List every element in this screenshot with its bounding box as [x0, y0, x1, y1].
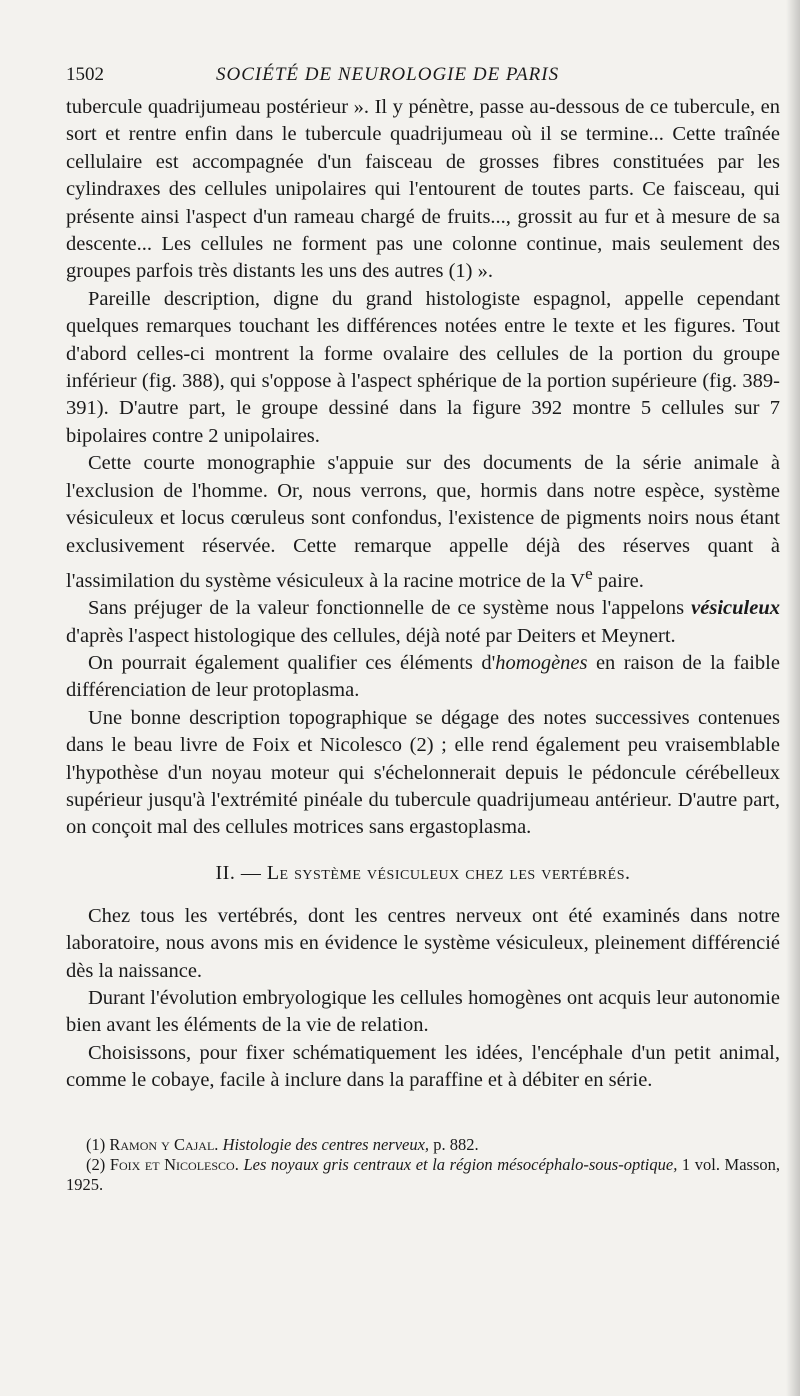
paragraph-5	[66, 650, 780, 705]
section-heading	[66, 862, 780, 885]
paragraph-3	[66, 450, 780, 595]
footnote-rest: p. 882.	[429, 1134, 479, 1154]
page	[66, 64, 780, 1195]
footnote-1	[66, 1135, 780, 1155]
paragraph-4-end: d'après l'aspect histologique des cellules, déjà noté par Deiters et Meynert.	[66, 624, 676, 647]
paragraph-1: tubercule quadrijumeau postérieur ». Il y pénètre, passe au-dessous de ce tubercule, en sort et rentre enfin dans le tubercule quadrijumeau où il se termine... Cette traînée cellulaire est accompagnée d'un faisceau de grosses fibres constituées par les cylindraxes des cellules unipolaires qui l'entourent de toutes parts. Ce faisceau, qui présente ainsi l'aspect d'un rameau chargé de fruits..., grossit au fur et à mesure de sa descente... Les cellules ne forment pas une colonne continue, mais seulement des groupes parfois très distants les uns des autres (1) ».	[66, 96, 780, 283]
term-vesiculeux: vésiculeux	[691, 597, 780, 620]
paragraph-7: Chez tous les vertébrés, dont les centres nerveux ont été examinés dans notre laboratoire, nous avons mis en évidence le système vésiculeux, pleinement différencié dès la naissance.	[66, 904, 780, 982]
footnote-author: Ramon y Cajal.	[109, 1134, 219, 1154]
footnote-author: Foix et Nicolesco.	[109, 1154, 239, 1174]
page-number: 1502	[66, 64, 104, 85]
section-title: Le système vésiculeux chez les vertébrés.	[266, 861, 631, 884]
superscript-e: e	[585, 563, 593, 583]
running-title: SOCIÉTÉ DE NEUROLOGIE DE PARIS	[216, 64, 560, 85]
term-homogenes: homogènes	[495, 651, 588, 674]
footnote-rest: 1 vol. Masson, 1925.	[66, 1154, 780, 1194]
paragraph-8: Durant l'évolution embryologique les cellules homogènes ont acquis leur autonomie bien avant les éléments de la vie de relation.	[66, 987, 780, 1037]
paragraph-6: Une bonne description topographique se dégage des notes successives contenues dans le beau livre de Foix et Nicolesco (2) ; elle rend également peu vraisemblable l'hypothèse d'un noyau moteur qui s'échelonnerait depuis le pédoncule cérébelleux supérieur jusqu'à l'extrémité pinéale du tubercule quadrijumeau antérieur. D'autre part, on conçoit mal des cellules motrices sans ergastoplasma.	[66, 706, 780, 839]
paragraph-2: Pareille description, digne du grand histologiste espagnol, appelle cependant quelques remarques touchant les différences notées entre le texte et les figures. Tout d'abord celles-ci montrent la forme ovalaire des cellules de la portion du groupe inférieur (fig. 388), qui s'oppose à l'aspect sphérique de la portion supérieure (fig. 389-391). D'autre part, le groupe dessiné dans la figure 392 montre 5 cellules sur 7 bipolaires contre 2 unipolaires.	[66, 287, 780, 447]
footnote-number: (1)	[86, 1134, 106, 1154]
paragraph-5-end: en raison de la faible différenciation de leur protoplasma.	[66, 651, 780, 702]
paragraph-4	[66, 595, 780, 650]
paragraph-3-text: Cette courte monographie s'appuie sur des documents de la série animale à l'exclusion de l'homme. Or, nous verrons, que, hormis dans notre espèce, système vésiculeux et locus cœruleus sont confondus, l'existence de pigments noirs nous étant exclusivement réservée. Cette remarque appelle déjà des réserves quant à l'assimilation du système vésiculeux à la racine motrice de la V	[66, 452, 780, 592]
page-edge-shadow	[786, 0, 800, 1396]
paragraph-3-end: paire.	[592, 569, 644, 592]
running-header	[66, 64, 780, 94]
paragraph-4-text: Sans préjuger de la valeur fonctionnelle de ce système nous l'appelons	[88, 597, 692, 620]
section-numeral: II. —	[215, 861, 262, 884]
body-text-2	[66, 903, 780, 1095]
body-text	[66, 94, 780, 842]
paragraph-5-text: On pourrait également qualifier ces éléments d'	[88, 651, 496, 674]
footnote-title: Les noyaux gris centraux et la région mésocéphalo-sous-optique,	[243, 1154, 678, 1174]
footnote-number: (2)	[86, 1154, 106, 1174]
footnotes	[66, 1135, 780, 1195]
footnote-2	[66, 1155, 780, 1195]
footnote-title: Histologie des centres nerveux,	[222, 1134, 430, 1154]
paragraph-9: Choisissons, pour fixer schématiquement les idées, l'encéphale d'un petit animal, comme le cobaye, facile à inclure dans la paraffine et à débiter en série.	[66, 1041, 780, 1092]
